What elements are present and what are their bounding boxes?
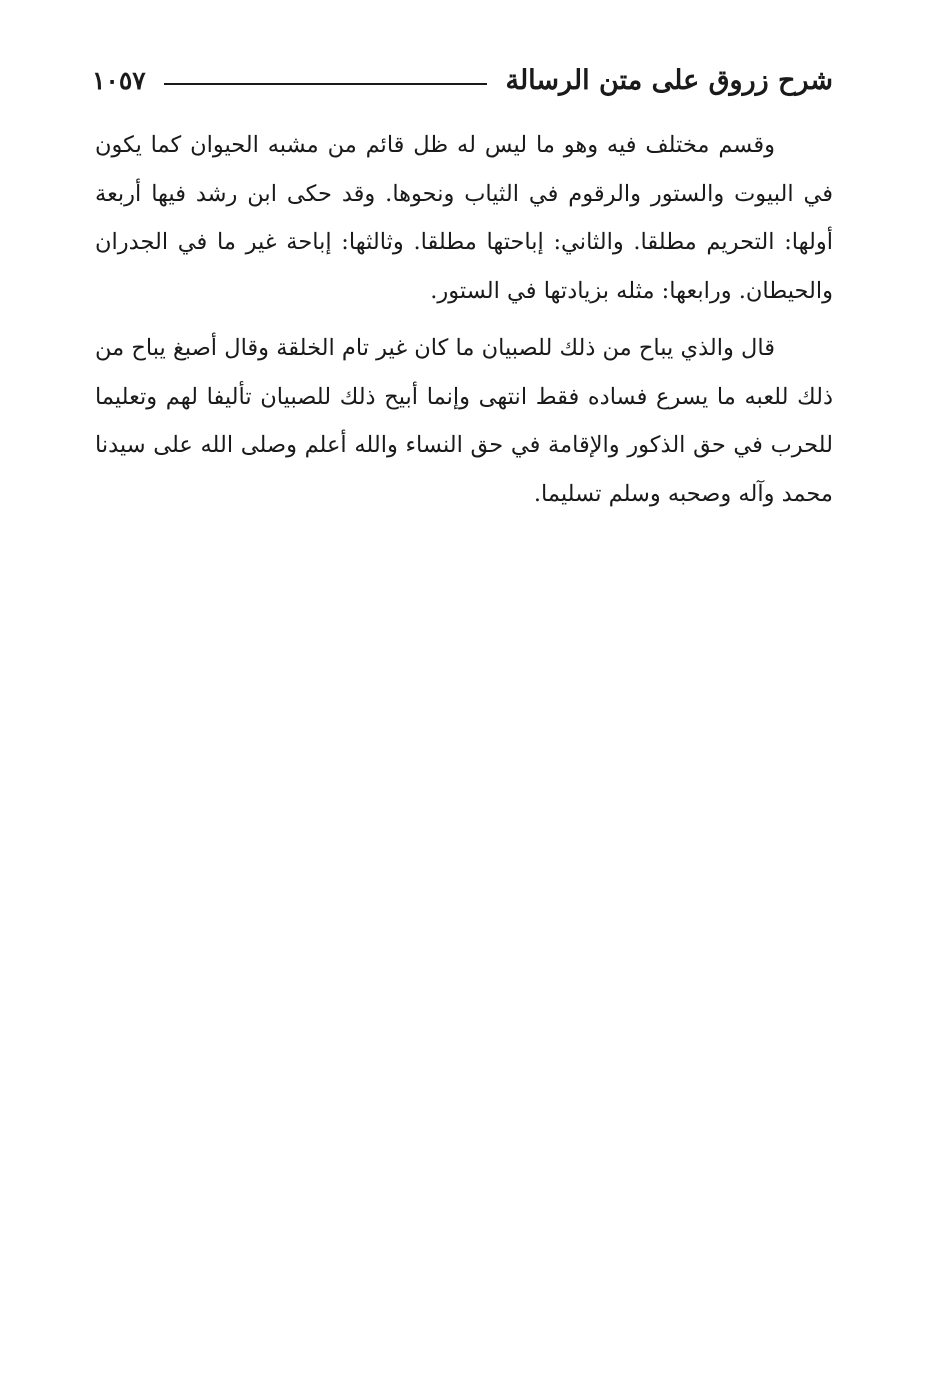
body-text xyxy=(95,121,833,518)
book-title: شرح زروق على متن الرسالة xyxy=(505,64,833,96)
running-header xyxy=(92,58,833,102)
paragraph-2: قال والذي يباح من ذلك للصبيان ما كان غير تام الخلقة وقال أصبغ يباح من ذلك للعبه ما يسرع فساده فقط انتهى وإنما أبيح ذلك للصبيان تأليفا لهم وتعليما للحرب في حق الذكور والإقامة في حق النساء والله أعلم وصلى الله على سيدنا محمد وآله وصحبه وسلم تسليما. xyxy=(95,335,833,507)
header-rule xyxy=(164,83,488,85)
paragraph-1: وقسم مختلف فيه وهو ما ليس له ظل قائم من مشبه الحيوان كما يكون في البيوت والستور والرقوم في الثياب ونحوها. وقد حكى ابن رشد فيها أربعة أولها: التحريم مطلقا. والثاني: إباحتها مطلقا. وثالثها: إباحة غير ما في الجدران والحيطان. ورابعها: مثله بزيادتها في الستور. xyxy=(95,132,833,304)
page-number: ١٠٥٧ xyxy=(92,65,146,95)
